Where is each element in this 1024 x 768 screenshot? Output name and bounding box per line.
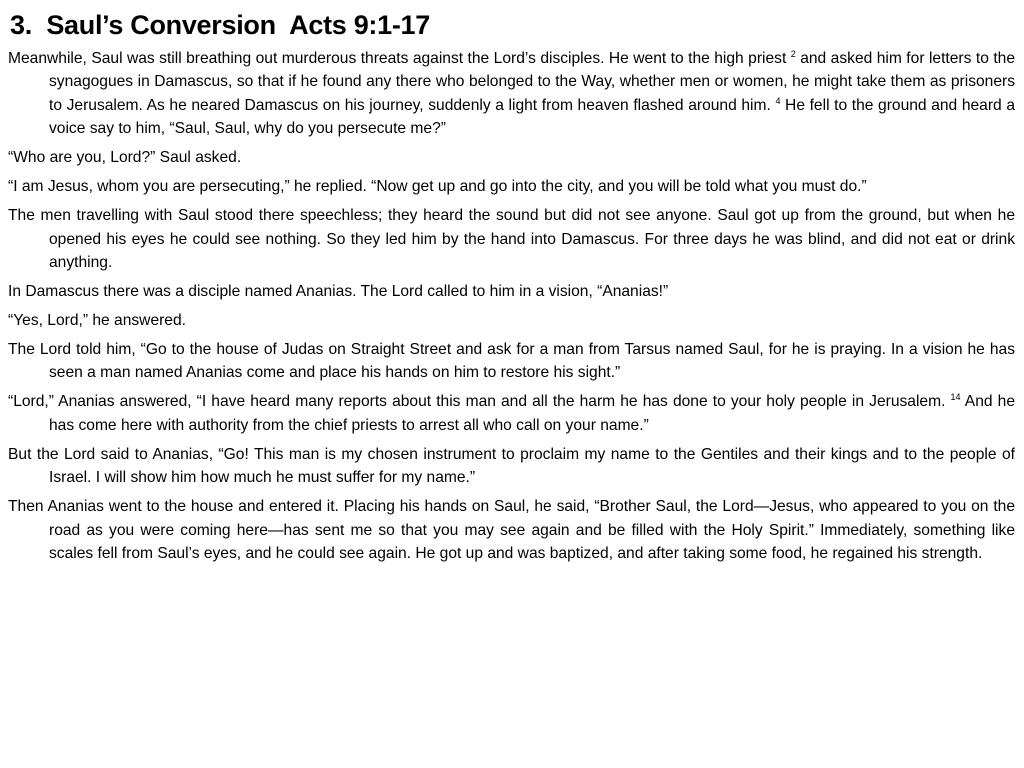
verse-number: 2	[790, 49, 796, 59]
scripture-paragraph	[8, 47, 1015, 141]
scripture-paragraph	[8, 338, 1015, 385]
scripture-paragraph	[8, 146, 1015, 169]
scripture-paragraph	[8, 175, 1015, 198]
verse-number: 4	[775, 95, 781, 106]
scripture-text	[8, 47, 1015, 571]
scripture-paragraph	[8, 443, 1015, 490]
scripture-paragraph	[8, 495, 1015, 565]
scripture-paragraph	[8, 280, 1015, 303]
text-segment: “Who are you, Lord?” Saul asked.	[8, 149, 242, 167]
text-segment: Then Ananias went to the house and entered it. Placing his hands on Saul, he said, “Brother Saul, the Lord—Jesus, who appeared to you on the road as you were coming here—has sent me so that you may see again and be filled with the Holy Spirit.” Immediately, something like scales fell from Saul’s eyes, and he could see again. He got up and was baptized, and after taking some food, he regained his strength.	[8, 498, 1015, 563]
text-segment: “Lord,” Ananias answered, “I have heard many reports about this man and all the harm he has done to your holy people in Jerusalem.	[8, 393, 951, 411]
text-segment: The Lord told him, “Go to the house of Judas on Straight Street and ask for a man from Tarsus named Saul, for he is praying. In a vision he has seen a man named Ananias come and place his hands on him to restore his sight.”	[8, 341, 1015, 382]
slide-title: 3. Saul’s Conversion Acts 9:1-17	[10, 10, 430, 40]
text-segment: And he has come here with authority from the chief priests to arrest all who call on your name.”	[49, 393, 1015, 434]
text-segment: He fell to the ground and heard a voice say to him, “Saul, Saul, why do you persecute me?”	[49, 96, 1015, 138]
text-segment: “I am Jesus, whom you are persecuting,” he replied. “Now get up and go into the city, and you will be told what you must do.”	[8, 178, 867, 196]
scripture-paragraph	[8, 309, 1015, 332]
text-segment: But the Lord said to Ananias, “Go! This man is my chosen instrument to proclaim my name to the Gentiles and their kings and to the people of Israel. I will show him how much he must suffer for my name.”	[8, 445, 1015, 487]
text-segment: “Yes, Lord,” he answered.	[8, 312, 186, 330]
text-segment: The men travelling with Saul stood there speechless; they heard the sound but did not see anyone. Saul got up from the ground, but when he opened his eyes he could see nothing. So they led him by the hand into Damascus. For three days he was blind, and did not eat or drink anything.	[8, 207, 1015, 272]
verse-number: 14	[950, 392, 961, 403]
text-segment: In Damascus there was a disciple named Ananias. The Lord called to him in a vision, “Ananias!”	[8, 283, 669, 301]
text-segment: Meanwhile, Saul was still breathing out murderous threats against the Lord’s disciples. He went to the high priest	[8, 50, 791, 67]
scripture-paragraph	[8, 204, 1015, 274]
text-segment: and asked him for letters to the synagogues in Damascus, so that if he found any there who belonged to the Way, whether men or women, he might take them as prisoners to Jerusalem. As he neared Damascus on his journey, suddenly a light from heaven flashed around him.	[49, 50, 1015, 114]
scripture-paragraph	[8, 390, 1015, 437]
